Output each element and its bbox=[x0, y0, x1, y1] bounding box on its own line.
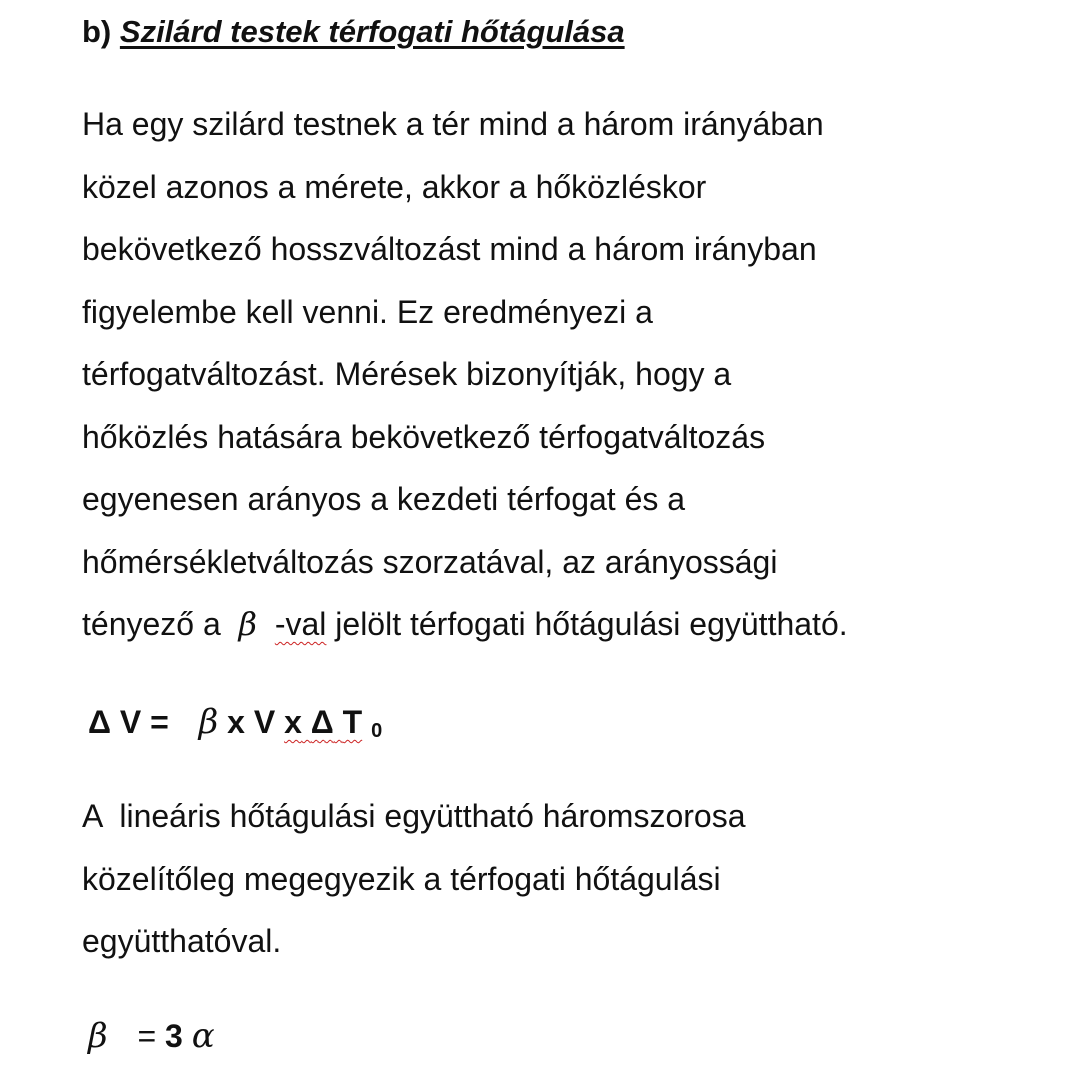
temperature-symbol: T bbox=[342, 704, 363, 740]
paragraph-line: hőmérsékletváltozás szorzatával, az arányossági bbox=[82, 543, 778, 580]
beta-symbol: β bbox=[198, 702, 219, 742]
beta-alpha-formula bbox=[88, 1014, 215, 1058]
section-prefix: b) bbox=[82, 14, 112, 49]
equals-sign: = bbox=[137, 1018, 157, 1054]
alpha-symbol: α bbox=[191, 1016, 215, 1056]
volume-symbol: V bbox=[119, 704, 142, 740]
delta-symbol: Δ bbox=[310, 704, 334, 740]
volume-expansion-formula bbox=[88, 700, 382, 753]
paragraph-line: térfogatváltozást. Mérések bizonyítják, hogy a bbox=[82, 356, 732, 392]
paragraph-line: Ha egy szilárd testnek a tér mind a három irányában bbox=[82, 106, 824, 142]
temperature-subscript: 0 bbox=[371, 720, 383, 742]
volume-symbol: V bbox=[253, 704, 276, 740]
spellcheck-segment bbox=[284, 704, 362, 740]
text-after-symbol: jelölt térfogati hőtágulási együttható. bbox=[335, 606, 848, 642]
times-sign: x bbox=[284, 704, 302, 740]
paragraph-line: együtthatóval. bbox=[82, 923, 282, 959]
paragraph-linear-relation bbox=[82, 785, 746, 973]
equals-sign: = bbox=[150, 704, 169, 740]
paragraph-line: bekövetkező hosszváltozást mind a három irányban bbox=[82, 231, 817, 267]
paragraph-line: A lineáris hőtágulási együttható háromszorosa bbox=[82, 798, 746, 834]
coefficient-three: 3 bbox=[165, 1018, 183, 1054]
section-title: Szilárd testek térfogati hőtágulása bbox=[119, 14, 625, 49]
paragraph-last-line bbox=[82, 593, 848, 656]
beta-symbol: β bbox=[88, 1016, 108, 1056]
paragraph-thermal-expansion bbox=[82, 93, 848, 656]
paragraph-line: figyelembe kell venni. Ez eredményezi a bbox=[82, 293, 653, 330]
delta-symbol: Δ bbox=[88, 704, 111, 740]
beta-symbol: β bbox=[238, 605, 258, 643]
section-heading bbox=[82, 10, 625, 54]
paragraph-line: közel azonos a mérete, akkor a hőközléskor bbox=[82, 168, 707, 205]
paragraph-line: közelítőleg megegyezik a térfogati hőtágulási bbox=[82, 860, 721, 897]
spellcheck-suffix: -val bbox=[274, 606, 327, 642]
text-before-symbol: tényező a bbox=[82, 606, 221, 642]
paragraph-line: hőközlés hatására bekövetkező térfogatváltozás bbox=[82, 418, 766, 455]
paragraph-line: egyenesen arányos a kezdeti térfogat és a bbox=[82, 481, 686, 517]
times-sign: x bbox=[227, 704, 245, 740]
